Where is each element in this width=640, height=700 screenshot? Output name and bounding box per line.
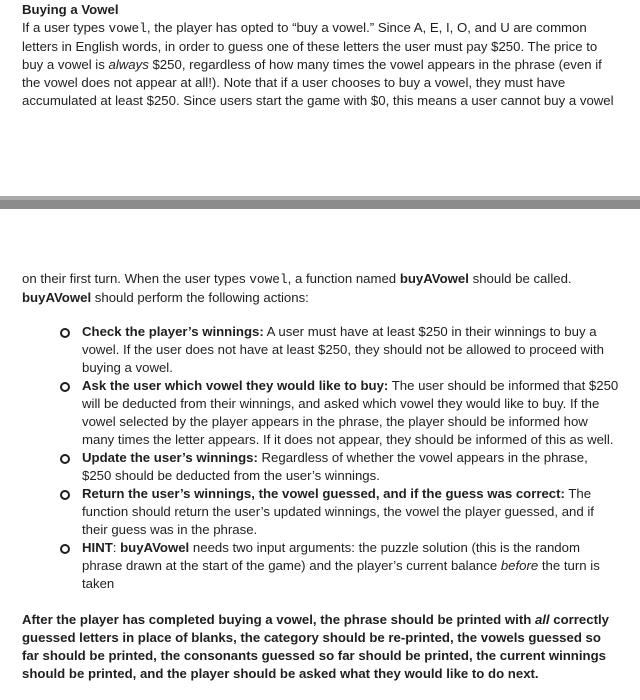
continuation-text-3: should be called. — [468, 271, 572, 286]
before-emphasis: before — [500, 558, 539, 573]
intro-text-3: $250, regardless of how many times the vowel appears in the phrase (even if the vowel does not appear at all!). Note that if a user chooses to buy a vowel, they must have accumulated at least $250. Since users start the game with $0, this means a user cannot buy a vowel — [22, 57, 614, 108]
page-bottom-section — [22, 270, 622, 683]
action-body: The user should be informed that $250 will be deducted from their winnings, and asked which vowel they would like to buy. If the vowel selected by the player appears in the phrase, the player should be informed how many times the letter appears. If it does not appear, they should be informed of this as well. — [82, 378, 619, 447]
action-title: Update the user’s winnings: — [82, 450, 258, 465]
vowel-command-code: vowel — [108, 21, 147, 36]
all-emphasis: all — [534, 612, 550, 627]
hint-colon: : — [112, 540, 121, 555]
intro-paragraph — [22, 19, 622, 110]
hollow-bullet-icon — [60, 544, 70, 554]
hollow-bullet-icon — [60, 490, 70, 500]
page-break-shade — [0, 196, 640, 200]
hint-function-name: buyAVowel — [120, 540, 190, 555]
summary-text-1: After the player has completed buying a vowel, the phrase should be printed with — [22, 612, 535, 627]
continuation-paragraph — [22, 270, 622, 307]
page-break-divider — [0, 196, 640, 209]
function-name: buyAVowel — [399, 271, 469, 286]
hint-label: HINT — [82, 540, 113, 555]
summary-text-2: correctly guessed letters in place of blanks, the category should be re-printed, the vowels guessed so far should be printed, the consonants guessed so far should be printed, the current winnings should be printed, and the player should be asked what they would like to do next. — [22, 612, 609, 681]
list-item-hint — [60, 539, 620, 593]
action-title: Check the player’s winnings: — [82, 324, 264, 339]
list-item — [60, 323, 620, 377]
hollow-bullet-icon — [60, 382, 70, 392]
summary-paragraph — [22, 611, 620, 683]
list-item — [60, 449, 620, 485]
intro-text-2: , the player has opted to “buy a vowel.” Since A, E, I, O, and U are common letters in English words, in order to guess one of these letters the user must pay $250. The price to buy a vowel is — [22, 20, 598, 72]
continuation-text-1: on their first turn. When the user types — [22, 271, 250, 286]
action-title: Return the user’s winnings, the vowel guessed, and if the guess was correct: — [82, 486, 565, 501]
intro-text-1: If a user types — [22, 20, 109, 35]
continuation-text-2: , a function named — [287, 271, 400, 286]
list-item — [60, 377, 620, 449]
section-heading: Buying a Vowel — [22, 2, 119, 17]
hollow-bullet-icon — [60, 454, 70, 464]
action-body: The function should return the user’s updated winnings, the vowel the player guessed, and if their guess was in the phrase. — [82, 486, 594, 537]
function-name-2: buyAVowel — [22, 290, 92, 305]
action-title: Ask the user which vowel they would like to buy: — [82, 378, 389, 393]
action-body: Regardless of whether the vowel appears in the phrase, $250 should be deducted from the user’s winnings. — [82, 450, 588, 483]
hint-body-2: the turn is taken — [82, 558, 600, 591]
hint-body-1: needs two input arguments: the puzzle solution (this is the random phrase drawn at the start of the game) and the player’s current balance — [82, 540, 580, 573]
hollow-bullet-icon — [60, 328, 70, 338]
vowel-command-code-2: vowel — [249, 272, 288, 287]
action-list — [22, 323, 620, 593]
page-top-section — [22, 0, 622, 110]
list-item — [60, 485, 620, 539]
continuation-text-4: should perform the following actions: — [91, 290, 309, 305]
action-body: A user must have at least $250 in their winnings to buy a vowel. If the user does not have at least $250, they should not be allowed to proceed with buying a vowel. — [82, 324, 604, 375]
always-emphasis: always — [108, 57, 149, 72]
